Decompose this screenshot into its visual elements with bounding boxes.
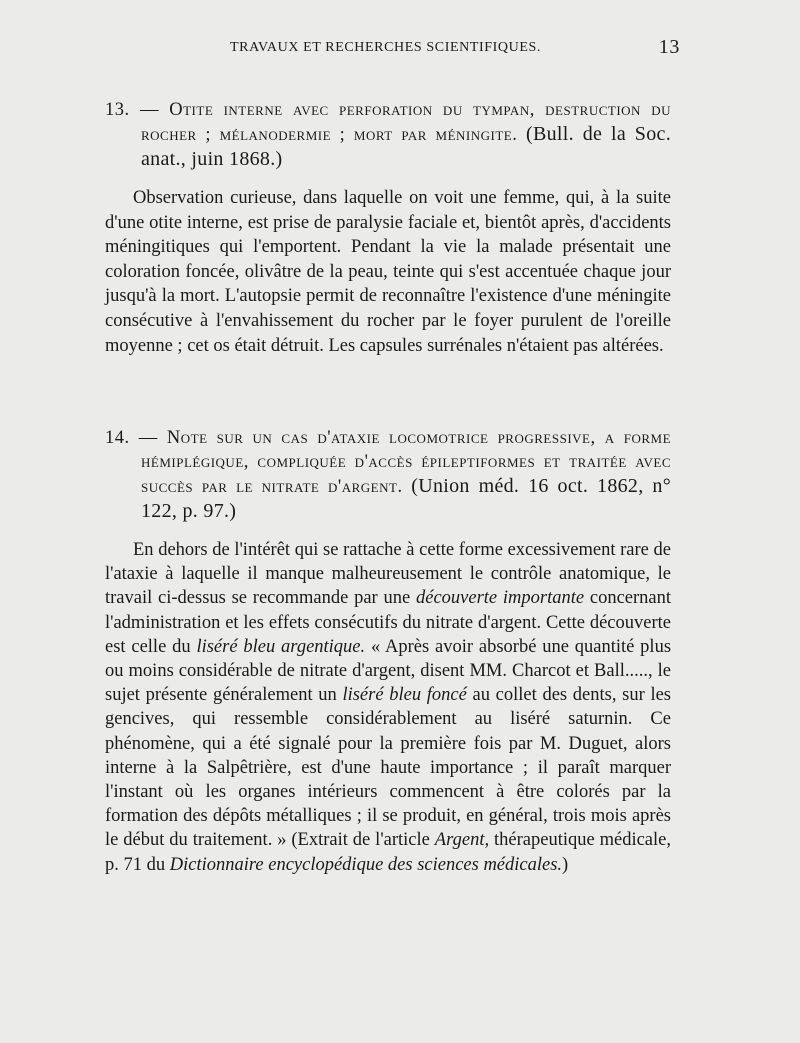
entry-14-body-part-5: thérapeutique médicale, p. 71 du	[105, 830, 671, 875]
entry-14-title: Note sur un cas d'ataxie locomotrice progressive, a forme hémiplégique, compliquée d'accès épileptiformes et traitée avec succès par le nitrate d'argent.	[141, 428, 672, 497]
entry-14-emphasis-lisere-fonce: liséré bleu foncé	[342, 685, 467, 706]
entry-13-title: Otite interne avec perforation du tympan, destruction du rocher ; mélanodermie ; mort par méningite.	[141, 100, 672, 145]
entry-13	[105, 98, 671, 358]
entry-14-body-part-2: concernant l'administration et les effets consécutifs du nitrate d'argent. Cette découverte est celle du	[105, 588, 672, 657]
entry-14-closing-paren: )	[562, 854, 569, 875]
entry-13-dash: —	[139, 100, 159, 120]
entry-14-body-part-1: En dehors de l'intérêt qui se rattache à cette forme excessivement rare de l'ataxie à laquelle il manque malheureusement le contrôle anatomique, le travail ci-dessus se recommande par une	[105, 540, 671, 609]
page-number: 13	[658, 36, 680, 58]
entry-14-emphasis-argent: Argent,	[434, 830, 490, 851]
entry-14-citation: (Union méd. 16 oct. 1862, n° 122, p. 97.)	[141, 475, 671, 522]
entry-14-body-part-4: au collet des dents, sur les gencives, qui ressemble considérablement au liséré saturnin. Ce phénomène, qui a été signalé pour la première fois par M. Duguet, alors interne à la Salpêtrière, est d'une haute importance ; il paraît marquer l'instant où les organes intérieurs commencent à être colorés par la formation des dépôts métalliques ; il se produit, en général, trois mois après le début du traitement. » (Extrait de l'article	[105, 685, 671, 851]
entry-14-dash: —	[138, 428, 158, 448]
entry-13-number: 13.	[105, 100, 130, 120]
entry-14-quote: « Après avoir absorbé une quantité plus ou moins considérable de nitrate d'argent, disent MM. Charcot et Ball....., le sujet présente généralement un	[105, 636, 672, 706]
entry-14-emphasis-decouverte: découverte importante	[415, 588, 585, 609]
entry-14-heading	[105, 426, 671, 524]
entry-14-number: 14.	[105, 428, 130, 448]
running-head-title: TRAVAUX ET RECHERCHES SCIENTIFIQUES.	[230, 40, 541, 55]
entry-14-body	[105, 538, 671, 877]
entry-14	[105, 426, 671, 877]
entry-13-body: Observation curieuse, dans laquelle on voit une femme, qui, à la suite d'une otite interne, est prise de paralysie faciale et, bientôt après, d'accidents méningitiques qui l'emportent. Pendant la vie la malade présentait une coloration foncée, olivâtre de la peau, teinte qui s'est accentuée chaque jour jusqu'à la mort. L'autopsie permit de reconnaître l'existence d'une méningite consécutive à l'envahissement du rocher par le foyer purulent de l'oreille moyenne ; cet os était détruit. Les capsules surrénales n'étaient pas altérées.	[105, 188, 671, 356]
entry-14-emphasis-dictionnaire: Dictionnaire encyclopédique des sciences médicales.	[169, 854, 563, 875]
entry-14-emphasis-lisere-argentique: liséré bleu argentique.	[196, 636, 366, 657]
entry-13-citation: (Bull. de la Soc. anat., juin 1868.)	[141, 123, 672, 170]
entry-13-heading	[105, 98, 671, 172]
